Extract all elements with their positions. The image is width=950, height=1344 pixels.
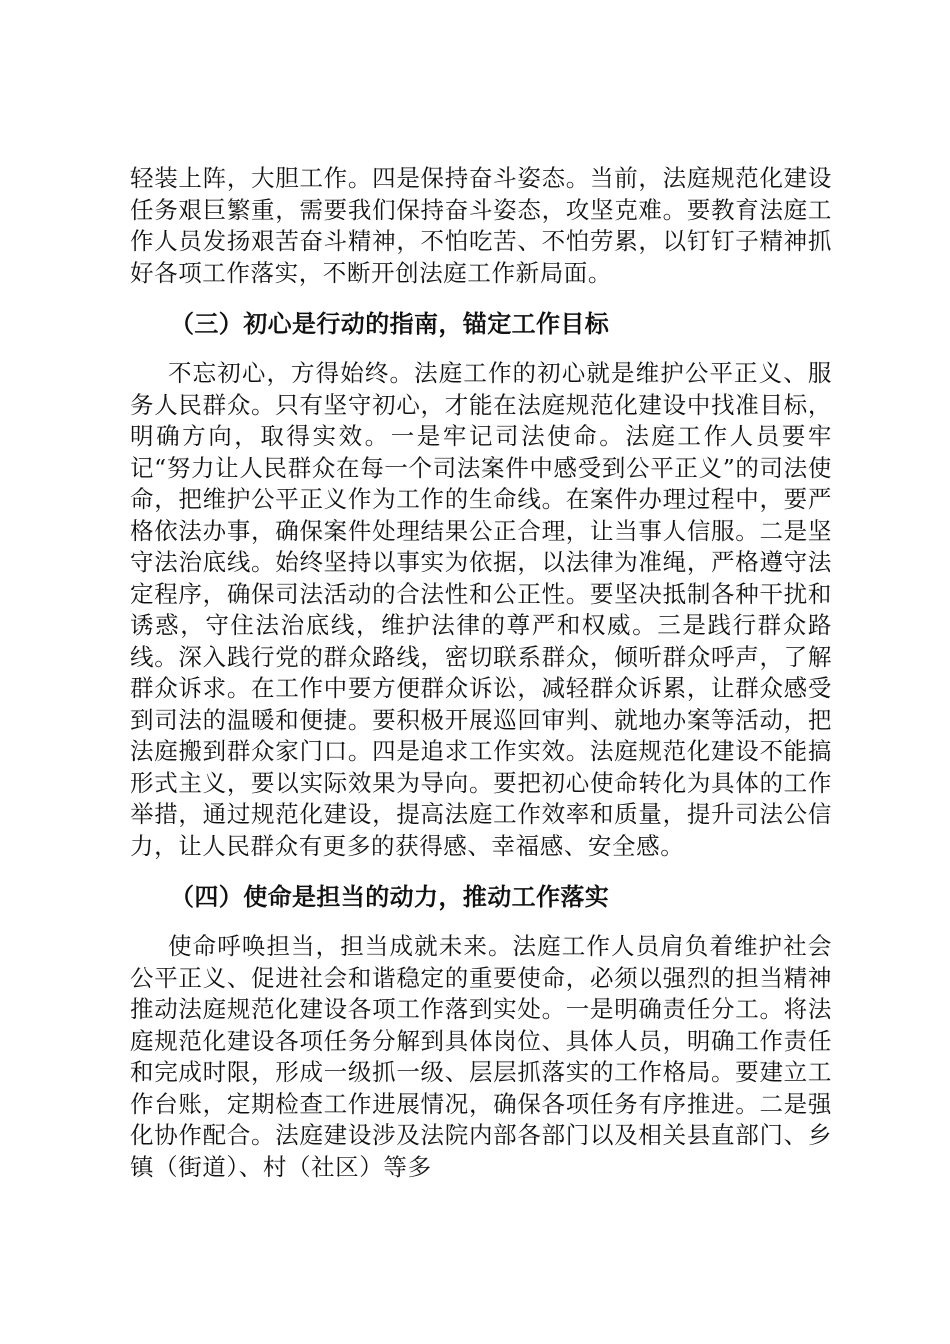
document-page: [130, 163, 832, 1183]
section-heading-3: （三）初心是行动的指南，锚定工作目标: [170, 310, 610, 338]
paragraph-continued: 轻装上阵，大胆工作。四是保持奋斗姿态。当前，法庭规范化建设任务艰巨繁重，需要我们保持奋斗姿态，攻坚克难。要教育法庭工作人员发扬艰苦奋斗精神，不怕吃苦、不怕劳累，以钉钉子精神抓好各项工作落实，不断开创法庭工作新局面。: [130, 164, 832, 287]
section-heading-4: （四）使命是担当的动力，推动工作落实: [170, 883, 610, 911]
paragraph-section-3: 不忘初心，方得始终。法庭工作的初心就是维护公平正义、服务人民群众。只有坚守初心，才能在法庭规范化建设中找准目标，明确方向，取得实效。一是牢记司法使命。法庭工作人员要牢记“努力让人民群众在每一个司法案件中感受到公平正义”的司法使命，把维护公平正义作为工作的生命线。在案件办理过程中，要严格依法办事，确保案件处理结果公正合理，让当事人信服。二是坚守法治底线。始终坚持以事实为依据，以法律为准绳，严格遵守法定程序，确保司法活动的合法性和公正性。要坚决抵制各种干扰和诱惑，守住法治底线，维护法律的尊严和权威。三是践行群众路线。深入践行党的群众路线，密切联系群众，倾听群众呼声，了解群众诉求。在工作中要方便群众诉讼，减轻群众诉累，让群众感受到司法的温暖和便捷。要积极开展巡回审判、就地办案等活动，把法庭搬到群众家门口。四是追求工作实效。法庭规范化建设不能搞形式主义，要以实际效果为导向。要把初心使命转化为具体的工作举措，通过规范化建设，提高法庭工作效率和质量，提升司法公信力，让人民群众有更多的获得感、幸福感、安全感。: [130, 359, 832, 860]
paragraph-section-4: 使命呼唤担当，担当成就未来。法庭工作人员肩负着维护社会公平正义、促进社会和谐稳定的重要使命，必须以强烈的担当精神推动法庭规范化建设各项工作落到实处。一是明确责任分工。将法庭规范化建设各项任务分解到具体岗位、具体人员，明确工作责任和完成时限，形成一级抓一级、层层抓落实的工作格局。要建立工作台账，定期检查工作进展情况，确保各项任务有序推进。二是强化协作配合。法庭建设涉及法院内部各部门以及相关县直部门、乡镇（街道）、村（社区）等多: [130, 932, 832, 1181]
